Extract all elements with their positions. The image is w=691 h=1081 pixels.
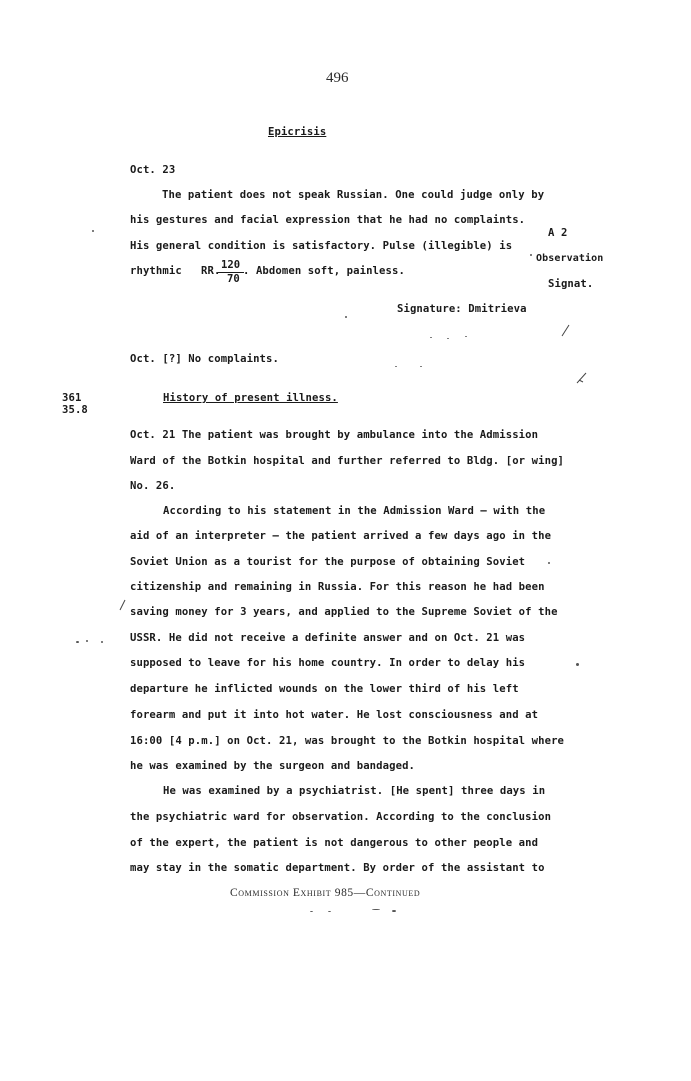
epicrisis-line: his gestures and facial expression that he had no complaints. (130, 214, 526, 226)
margin-observation: Observation (536, 253, 604, 264)
epicrisis-line: rhythmic (130, 265, 182, 277)
history-line: According to his statement in the Admission Ward — with the (163, 505, 546, 517)
epicrisis-line: His general condition is satisfactory. Pulse (illegible) is (130, 240, 513, 252)
scan-speck (465, 336, 467, 337)
scan-speck (430, 337, 432, 338)
signature: Signature: Dmitrieva (397, 303, 527, 315)
history-line: Oct. 21 The patient was brought by ambulance into the Admission (130, 429, 539, 441)
history-line: departure he inflicted wounds on the lower third of his left (130, 683, 519, 695)
page-number: 496 (326, 70, 349, 86)
scan-speck (328, 911, 331, 912)
history-line: No. 26. (130, 480, 176, 492)
scan-speck (92, 230, 94, 232)
history-line: aid of an interpreter — the patient arrived a few days ago in the (130, 530, 552, 542)
margin-tick-mark (560, 322, 572, 338)
bp-denominator: 70 (227, 273, 240, 285)
epicrisis-line: The patient does not speak Russian. One could judge only by (162, 189, 545, 201)
margin-signat: Signat. (548, 278, 594, 290)
exhibit-footer: Commission Exhibit 985—Continued (230, 887, 421, 899)
scan-speck (392, 910, 396, 912)
scan-speck (548, 562, 550, 564)
history-line: of the expert, the patient is not dangerous to other people and (130, 837, 539, 849)
history-line: saving money for 3 years, and applied to the Supreme Soviet of the (130, 606, 558, 618)
history-line: citizenship and remaining in Russia. For this reason he had been (130, 581, 545, 593)
scan-speck (530, 254, 532, 256)
margin-a2: A 2 (548, 227, 568, 239)
margin-number-361: 361 (62, 392, 82, 404)
epicrisis-date: Oct. 23 (130, 164, 176, 176)
epicrisis-heading: Epicrisis (268, 126, 327, 138)
scan-speck (310, 911, 313, 912)
history-line: Soviet Union as a tourist for the purpose of obtaining Soviet (130, 556, 526, 568)
epicrisis-after-bp: . Abdomen soft, painless. (243, 265, 405, 277)
bp-prefix: RR. (201, 265, 221, 277)
history-line: forearm and put it into hot water. He lost consciousness and at (130, 709, 539, 721)
margin-tick-mark (575, 370, 589, 386)
history-line: the psychiatric ward for observation. According to the conclusion (130, 811, 552, 823)
history-line: He was examined by a psychiatrist. [He spent] three days in (163, 785, 546, 797)
scan-speck (76, 641, 79, 643)
scan-speck (420, 366, 422, 367)
scan-speck (101, 641, 103, 643)
scan-speck (395, 366, 397, 367)
margin-number-35-8: 35.8 (62, 404, 88, 416)
history-line: he was examined by the surgeon and bandaged. (130, 760, 416, 772)
scan-speck (372, 909, 380, 910)
history-line: Ward of the Botkin hospital and further referred to Bldg. [or wing] (130, 455, 565, 467)
history-line: 16:00 [4 p.m.] on Oct. 21, was brought to the Botkin hospital where (130, 735, 565, 747)
bp-numerator: 120 (221, 259, 241, 271)
scan-speck (576, 663, 579, 666)
scan-speck (345, 316, 347, 318)
margin-tick-mark (118, 598, 128, 612)
history-line: may stay in the somatic department. By order of the assistant to (130, 862, 545, 874)
history-heading: History of present illness. (163, 392, 338, 404)
later-note: Oct. [?] No complaints. (130, 353, 279, 365)
history-line: USSR. He did not receive a definite answer and on Oct. 21 was (130, 632, 526, 644)
scan-speck (447, 338, 449, 339)
scan-speck (86, 640, 88, 642)
history-line: supposed to leave for his home country. In order to delay his (130, 657, 526, 669)
